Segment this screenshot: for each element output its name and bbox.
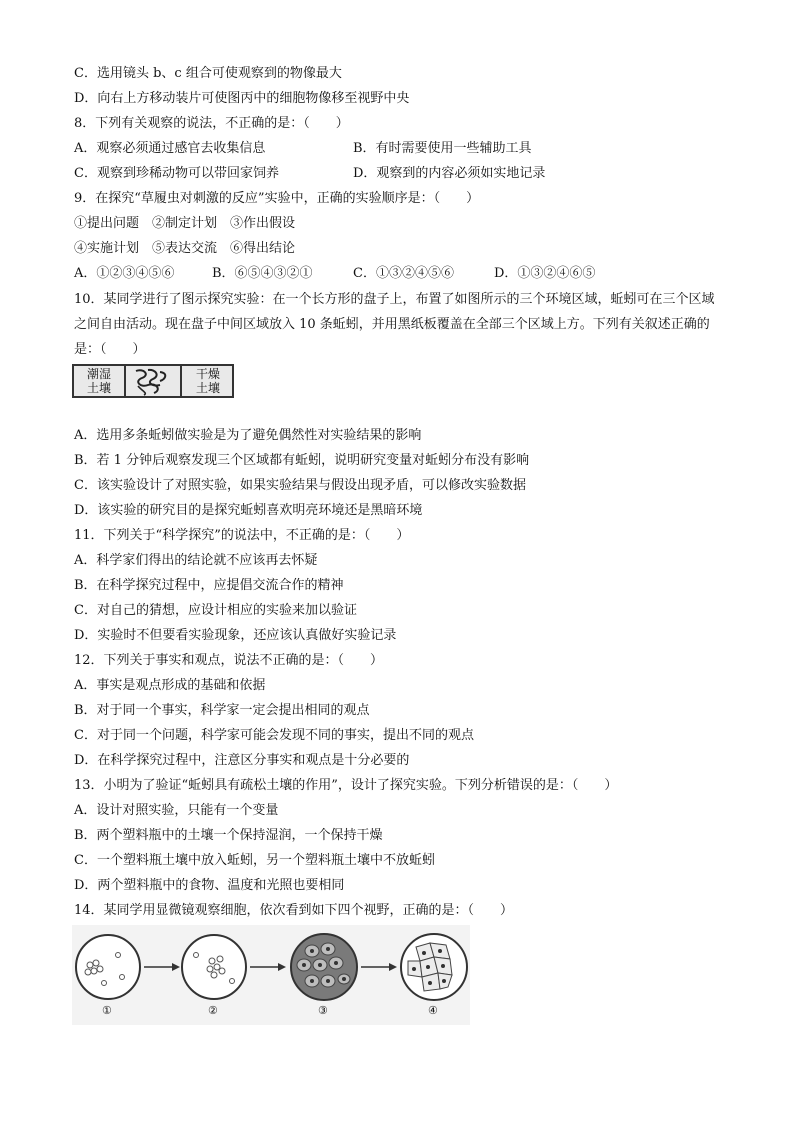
question-12: 12．下列关于事实和观点，说法不正确的是：（ ） (74, 653, 384, 668)
tray-zone-moist-bottom: 土壤 (86, 381, 111, 395)
question-8: 8．下列有关观察的说法，不正确的是：（ ） (74, 116, 349, 131)
question-14: 14．某同学用显微镜观察细胞，依次看到如下四个视野，正确的是：（ ） (74, 903, 514, 918)
view-label-2: ② (208, 1004, 218, 1017)
tray-zone-middle (126, 366, 178, 396)
q8-option-a: A．观察必须通过感官去收集信息 (74, 141, 266, 156)
q12-option-a: A．事实是观点形成的基础和依据 (74, 678, 266, 693)
earthworm-icon (126, 366, 178, 396)
q9-option-d: D．①③②④⑥⑤ (494, 266, 596, 281)
q13-option-a: A．设计对照实验，只能有一个变量 (74, 803, 279, 818)
q8-option-b: B．有时需要使用一些辅助工具 (353, 141, 532, 156)
view-label-4: ④ (428, 1004, 438, 1017)
tray-zone-moist (74, 366, 126, 397)
tray-zone-dry-bottom: 土壤 (195, 381, 220, 395)
q13-option-b: B．两个塑料瓶中的土壤一个保持湿润，一个保持干燥 (74, 828, 383, 843)
q12-option-b: B．对于同一个事实，科学家一定会提出相同的观点 (74, 703, 370, 718)
question-10: 10．某同学进行了图示探究实验：在一个长方形的盘子上，布置了如图所示的三个环境区域，蚯蚓可在三个区域之间自由活动。现在盘子中间区域放入 10 条蚯蚓，并用黑纸板覆盖在全部三个区域上方。下列有关叙述正确的是：（ ） (74, 292, 715, 357)
q9-option-b: B．⑥⑤④③②① (212, 266, 313, 281)
q11-option-c: C．对自己的猜想，应设计相应的实验来加以验证 (74, 603, 357, 618)
q13-option-d: D．两个塑料瓶中的食物、温度和光照也要相同 (74, 878, 345, 893)
q9-steps-1: ①提出问题 ②制定计划 ③作出假设 (74, 216, 296, 231)
microscope-views-drawing (72, 925, 470, 1025)
question-13: 13．小明为了验证“蚯蚓具有疏松土壤的作用”，设计了探究实验。下列分析错误的是：（ ） (74, 778, 618, 793)
view-label-1: ① (102, 1004, 112, 1017)
q10-option-c: C．该实验设计了对照实验，如果实验结果与假设出现矛盾，可以修改实验数据 (74, 478, 526, 493)
view-label-3: ③ (318, 1004, 328, 1017)
q9-option-c: C．①③②④⑤⑥ (353, 266, 454, 281)
q8-option-d: D．观察到的内容必须如实地记录 (353, 166, 546, 181)
q12-option-c: C．对于同一个问题，科学家可能会发现不同的事实，提出不同的观点 (74, 728, 474, 743)
q11-option-d: D．实验时不但要看实验现象，还应该认真做好实验记录 (74, 628, 397, 643)
q10-option-a: A．选用多条蚯蚓做实验是为了避免偶然性对实验结果的影响 (74, 428, 422, 443)
q9-option-a: A．①②③④⑤⑥ (74, 266, 175, 281)
tray-zone-dry (180, 366, 234, 397)
question-11: 11．下列关于“科学探究”的说法中，不正确的是：（ ） (74, 528, 410, 543)
option-line: D．向右上方移动装片可使图丙中的细胞物像移至视野中央 (74, 91, 410, 106)
tray-zone-dry-top: 干燥 (195, 367, 220, 381)
q11-option-b: B．在科学探究过程中，应提倡交流合作的精神 (74, 578, 344, 593)
question-9: 9．在探究“草履虫对刺激的反应”实验中，正确的实验顺序是：（ ） (74, 191, 480, 206)
q10-option-d: D．该实验的研究目的是探究蚯蚓喜欢明亮环境还是黑暗环境 (74, 503, 423, 518)
q8-option-c: C．观察到珍稀动物可以带回家饲养 (74, 166, 279, 181)
q11-option-a: A．科学家们得出的结论就不应该再去怀疑 (74, 553, 318, 568)
q10-option-b: B．若 1 分钟后观察发现三个区域都有蚯蚓，说明研究变量对蚯蚓分布没有影响 (74, 453, 530, 468)
option-line: C．选用镜头 b、c 组合可使观察到的物像最大 (74, 66, 342, 81)
microscope-views-figure (72, 925, 470, 1025)
q13-option-c: C．一个塑料瓶土壤中放入蚯蚓，另一个塑料瓶土壤中不放蚯蚓 (74, 853, 435, 868)
q9-steps-2: ④实施计划 ⑤表达交流 ⑥得出结论 (74, 241, 296, 256)
tray-zone-moist-top: 潮湿 (86, 367, 111, 381)
q12-option-d: D．在科学探究过程中，注意区分事实和观点是十分必要的 (74, 753, 410, 768)
earthworm-tray-figure (72, 364, 234, 398)
